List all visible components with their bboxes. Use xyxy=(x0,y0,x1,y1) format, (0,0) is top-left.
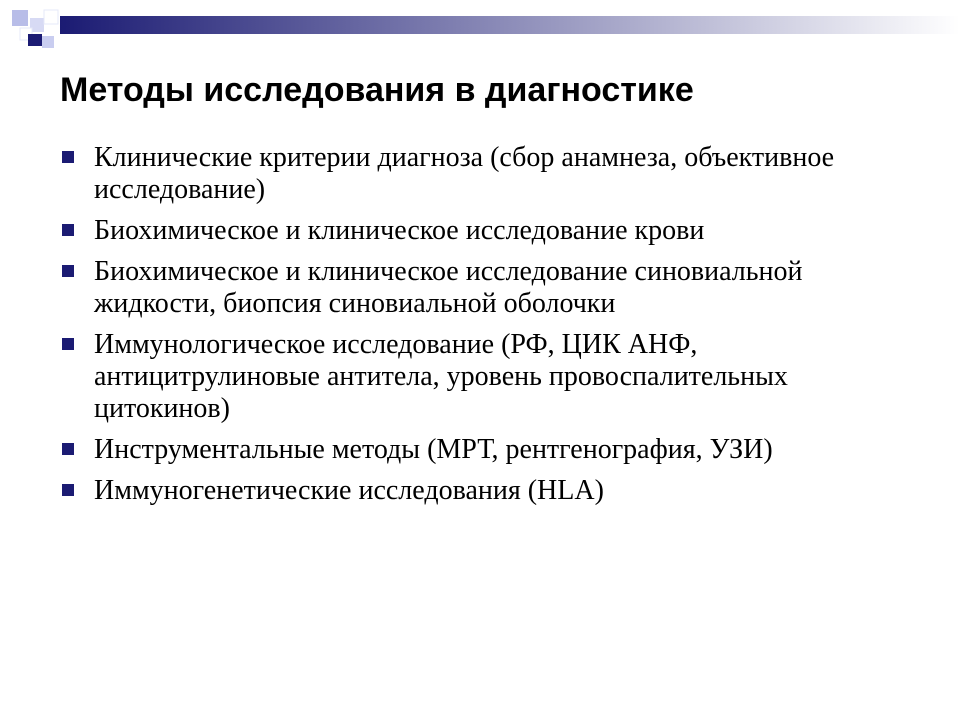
bullet-text: Иммунологическое исследование (РФ, ЦИК АНФ, антицитрулиновые антитела, уровень провоспалительных цитокинов) xyxy=(94,329,788,424)
bullet-list xyxy=(58,142,878,516)
bullet-text: Клинические критерии диагноза (сбор анамнеза, объективное исследование) xyxy=(94,142,835,205)
deco-square xyxy=(42,36,54,48)
bullet-text: Биохимическое и клиническое исследование синовиальной жидкости, биопсия синовиальной оболочки xyxy=(94,256,803,319)
square-bullet-icon xyxy=(62,338,74,350)
deco-square xyxy=(28,34,42,46)
bullet-item xyxy=(58,256,878,320)
bullet-item xyxy=(58,434,878,466)
bullet-text: Иммуногенетические исследования (HLA) xyxy=(94,475,604,506)
square-bullet-icon xyxy=(62,443,74,455)
slide-title: Методы исследования в диагностике xyxy=(60,71,694,109)
header-gradient-bar xyxy=(60,16,960,34)
square-bullet-icon xyxy=(62,151,74,163)
deco-square xyxy=(12,10,28,26)
square-bullet-icon xyxy=(62,484,74,496)
bullet-item xyxy=(58,142,878,206)
square-bullet-icon xyxy=(62,265,74,277)
square-bullet-icon xyxy=(62,224,74,236)
bullet-text: Инструментальные методы (МРТ, рентгенография, УЗИ) xyxy=(94,434,773,465)
bullet-text: Биохимическое и клиническое исследование крови xyxy=(94,215,705,246)
bullet-item xyxy=(58,215,878,247)
bullet-item xyxy=(58,475,878,507)
deco-square xyxy=(44,10,58,24)
bullet-item xyxy=(58,329,878,425)
decorative-header-band xyxy=(0,0,960,60)
